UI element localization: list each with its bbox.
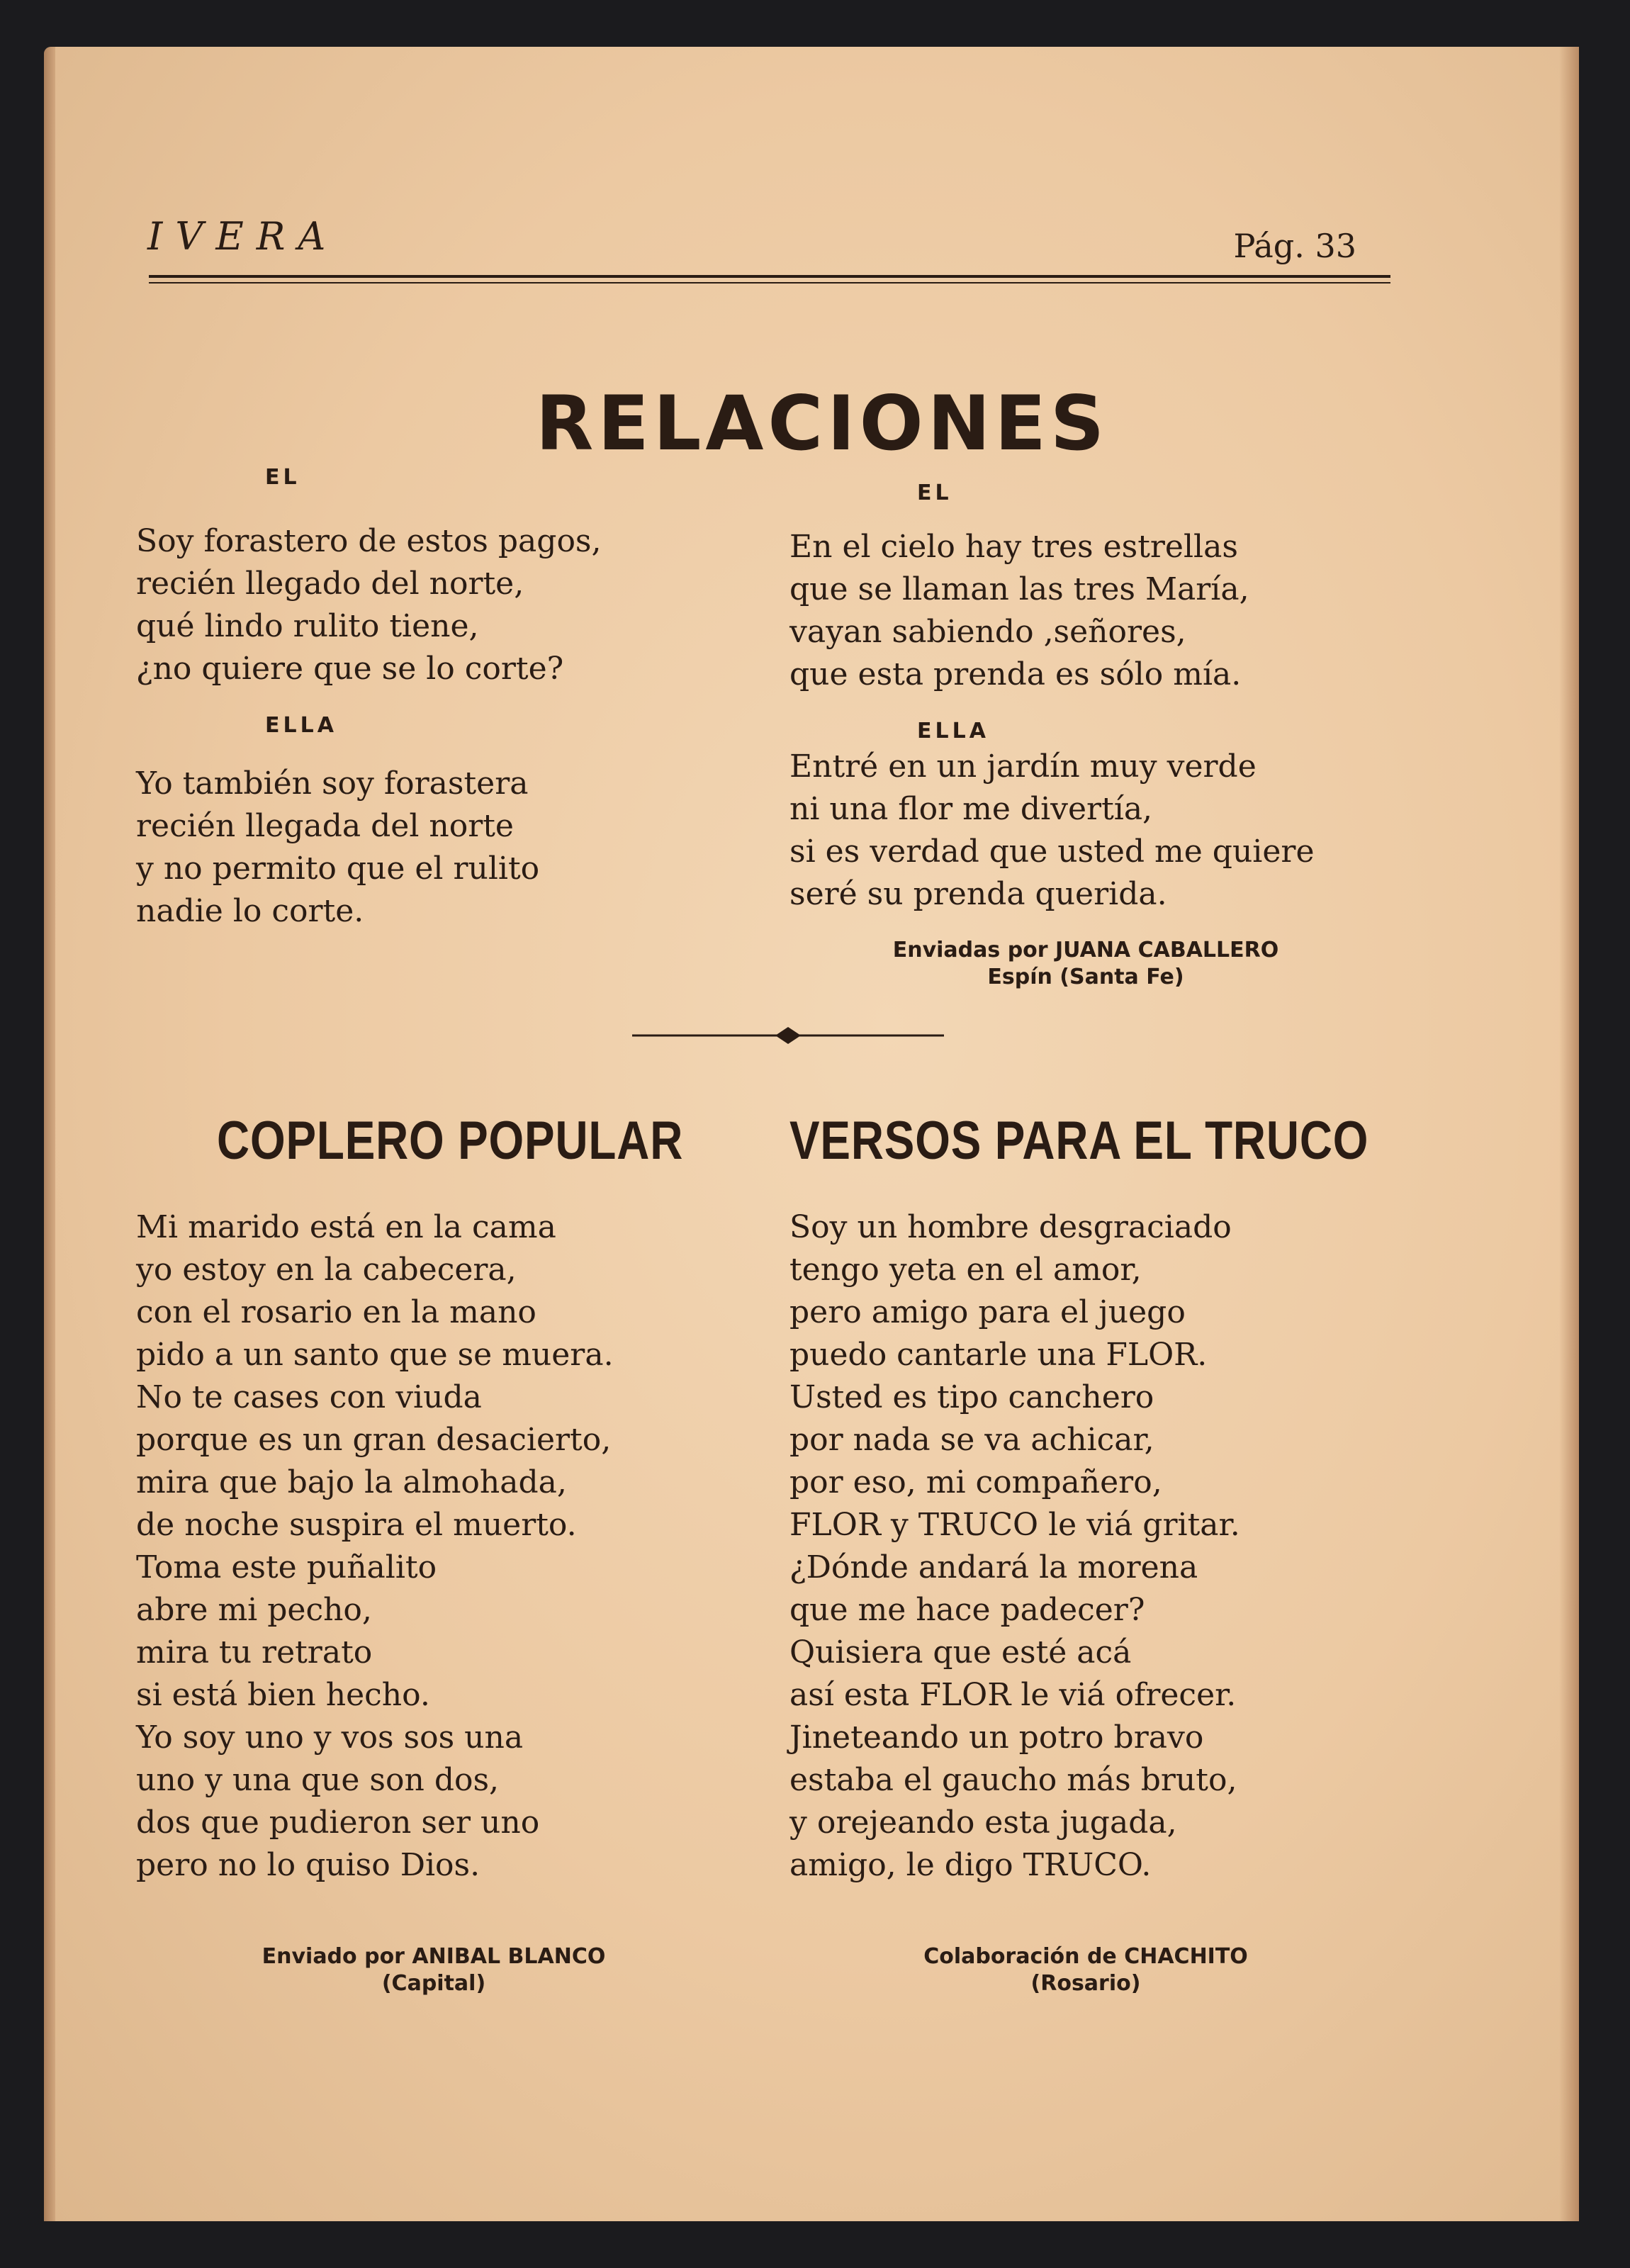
stanza — [789, 1546, 1240, 1717]
header-rule — [149, 275, 1390, 284]
verse-line: Yo soy uno y vos sos una — [136, 1719, 524, 1756]
verse-line: vayan sabiendo ,señores, — [789, 614, 1186, 650]
verse-line: mira que bajo la almohada, — [136, 1464, 567, 1500]
verse-line: por eso, mi compañero, — [789, 1464, 1162, 1500]
right-verse-ella — [789, 746, 1314, 916]
verse-line: así esta FLOR le viá ofrecer. — [789, 1677, 1237, 1713]
left-label-ella: ELLA — [265, 713, 337, 738]
verse-line: En el cielo hay tres estrellas — [789, 529, 1238, 565]
verse-line: FLOR y TRUCO le viá gritar. — [789, 1507, 1240, 1543]
verse-line: pero no lo quiso Dios. — [136, 1847, 480, 1883]
left-label-el: EL — [265, 465, 300, 490]
coplero-credit — [186, 1943, 682, 1997]
verse-line: recién llegada del norte — [136, 808, 514, 844]
right-label-el: EL — [917, 481, 952, 505]
relaciones-credit — [838, 937, 1334, 991]
verse-line: dos que pudieron ser uno — [136, 1804, 540, 1841]
stanza — [789, 1717, 1240, 1887]
verse-line: con el rosario en la mano — [136, 1294, 536, 1330]
stanza — [136, 1376, 614, 1546]
verse-line: porque es un gran desacierto, — [136, 1422, 612, 1458]
verse-line: Soy un hombre desgraciado — [789, 1209, 1232, 1245]
verse-line: abre mi pecho, — [136, 1592, 372, 1628]
verse-line: qué lindo rulito tiene, — [136, 608, 479, 644]
verse-line: si está bien hecho. — [136, 1677, 430, 1713]
credit-line: Espín (Santa Fe) — [987, 965, 1184, 989]
verse-line: No te cases con viuda — [136, 1379, 482, 1415]
relaciones-title: RELACIONES — [535, 380, 1109, 467]
credit-line: (Capital) — [381, 1971, 486, 1996]
verse-line: que esta prenda es sólo mía. — [789, 656, 1242, 692]
verse-line: que me hace padecer? — [789, 1592, 1145, 1628]
verse-line: Jineteando un potro bravo — [789, 1719, 1204, 1756]
ornamental-divider — [632, 1025, 944, 1046]
verse-line: si es verdad que usted me quiere — [789, 833, 1315, 870]
magazine-page — [44, 47, 1579, 2221]
verse-line: ¿Dónde andará la morena — [789, 1549, 1198, 1585]
stanza — [136, 1717, 614, 1887]
coplero-title: COPLERO POPULAR — [217, 1111, 684, 1171]
stanza — [789, 1376, 1240, 1546]
right-verse-el — [789, 526, 1249, 696]
credit-line: Enviadas por JUANA CABALLERO — [892, 938, 1279, 962]
verse-line: recién llegado del norte, — [136, 566, 524, 602]
credit-line: Colaboración de CHACHITO — [923, 1944, 1248, 1969]
verse-line: tengo yeta en el amor, — [789, 1252, 1142, 1288]
verse-line: que se llaman las tres María, — [789, 571, 1249, 607]
truco-verses — [789, 1206, 1240, 1887]
page-right-edge — [1559, 47, 1579, 2221]
truco-credit — [824, 1943, 1348, 1997]
left-verse-el — [136, 520, 602, 690]
verse-line: Toma este puñalito — [136, 1549, 437, 1585]
verse-line: amigo, le digo TRUCO. — [789, 1847, 1152, 1883]
page-left-edge — [44, 47, 55, 2221]
verse-line: uno y una que son dos, — [136, 1762, 500, 1798]
verse-line: Entré en un jardín muy verde — [789, 748, 1257, 785]
verse-line: ¿no quiere que se lo corte? — [136, 651, 564, 687]
verse-line: puedo cantarle una FLOR. — [789, 1337, 1208, 1373]
credit-line: (Rosario) — [1030, 1971, 1141, 1996]
verse-line: seré su prenda querida. — [789, 876, 1167, 912]
stanza — [789, 1206, 1240, 1376]
verse-line: pido a un santo que se muera. — [136, 1337, 614, 1373]
right-label-ella: ELLA — [917, 719, 989, 743]
verse-line: Yo también soy forastera — [136, 765, 529, 802]
verse-line: ni una flor me divertía, — [789, 791, 1153, 827]
verse-line: de noche suspira el muerto. — [136, 1507, 577, 1543]
credit-line: Enviado por ANIBAL BLANCO — [262, 1944, 606, 1969]
page-number: Pág. 33 — [1233, 227, 1356, 265]
stanza — [136, 1206, 614, 1376]
stanza — [136, 1546, 614, 1717]
verse-line: y orejeando esta jugada, — [789, 1804, 1177, 1841]
coplero-verses — [136, 1206, 614, 1887]
verse-line: Soy forastero de estos pagos, — [136, 523, 602, 559]
truco-title: VERSOS PARA EL TRUCO — [789, 1111, 1369, 1171]
verse-line: Mi marido está en la cama — [136, 1209, 556, 1245]
running-head: IVERA — [147, 214, 339, 259]
verse-line: por nada se va achicar, — [789, 1422, 1154, 1458]
verse-line: yo estoy en la cabecera, — [136, 1252, 517, 1288]
verse-line: estaba el gaucho más bruto, — [789, 1762, 1237, 1798]
verse-line: mira tu retrato — [136, 1634, 373, 1671]
verse-line: pero amigo para el juego — [789, 1294, 1186, 1330]
verse-line: y no permito que el rulito — [136, 850, 540, 887]
left-verse-ella — [136, 763, 539, 933]
verse-line: nadie lo corte. — [136, 893, 364, 929]
verse-line: Quisiera que esté acá — [789, 1634, 1132, 1671]
verse-line: Usted es tipo canchero — [789, 1379, 1154, 1415]
